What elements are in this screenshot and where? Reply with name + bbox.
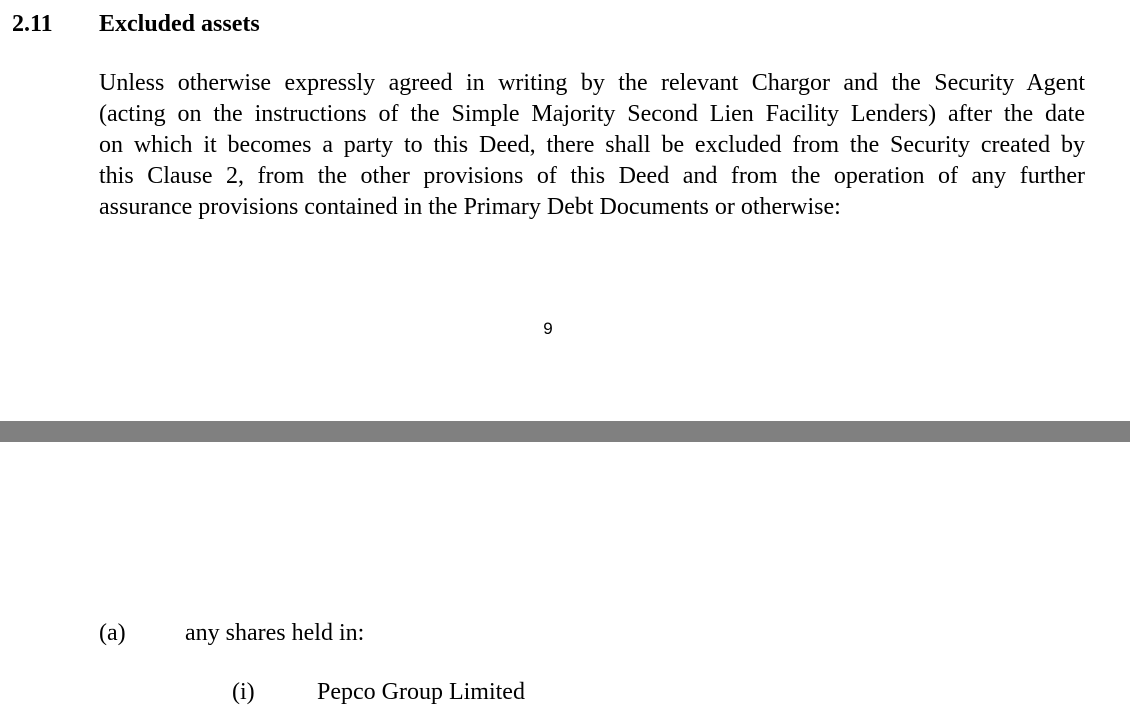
clause-body-line: on which it becomes a party to this Deed, there shall be excluded from the Security created by	[99, 132, 1085, 158]
clause-body-line: assurance provisions contained in the Primary Debt Documents or otherwise:	[99, 194, 841, 220]
clause-body-line: this Clause 2, from the other provisions of this Deed and from the operation of any further	[99, 163, 1085, 189]
clause-body-line: Unless otherwise expressly agreed in writing by the relevant Chargor and the Security Agent	[99, 70, 1085, 96]
list-item-label-a: (a)	[99, 620, 126, 646]
clause-heading: Excluded assets	[99, 11, 260, 37]
list-item-label-i: (i)	[232, 679, 255, 705]
list-item-text-a: any shares held in:	[185, 620, 365, 646]
clause-body-line: (acting on the instructions of the Simple Majority Second Lien Facility Lenders) after the date	[99, 101, 1085, 127]
page-break-divider	[0, 421, 1130, 442]
clause-number: 2.11	[12, 11, 53, 37]
list-item-text-i: Pepco Group Limited	[317, 679, 525, 705]
document-page-bottom	[0, 442, 1130, 719]
page-number: 9	[543, 319, 553, 338]
clause-body-paragraph	[99, 68, 1085, 223]
